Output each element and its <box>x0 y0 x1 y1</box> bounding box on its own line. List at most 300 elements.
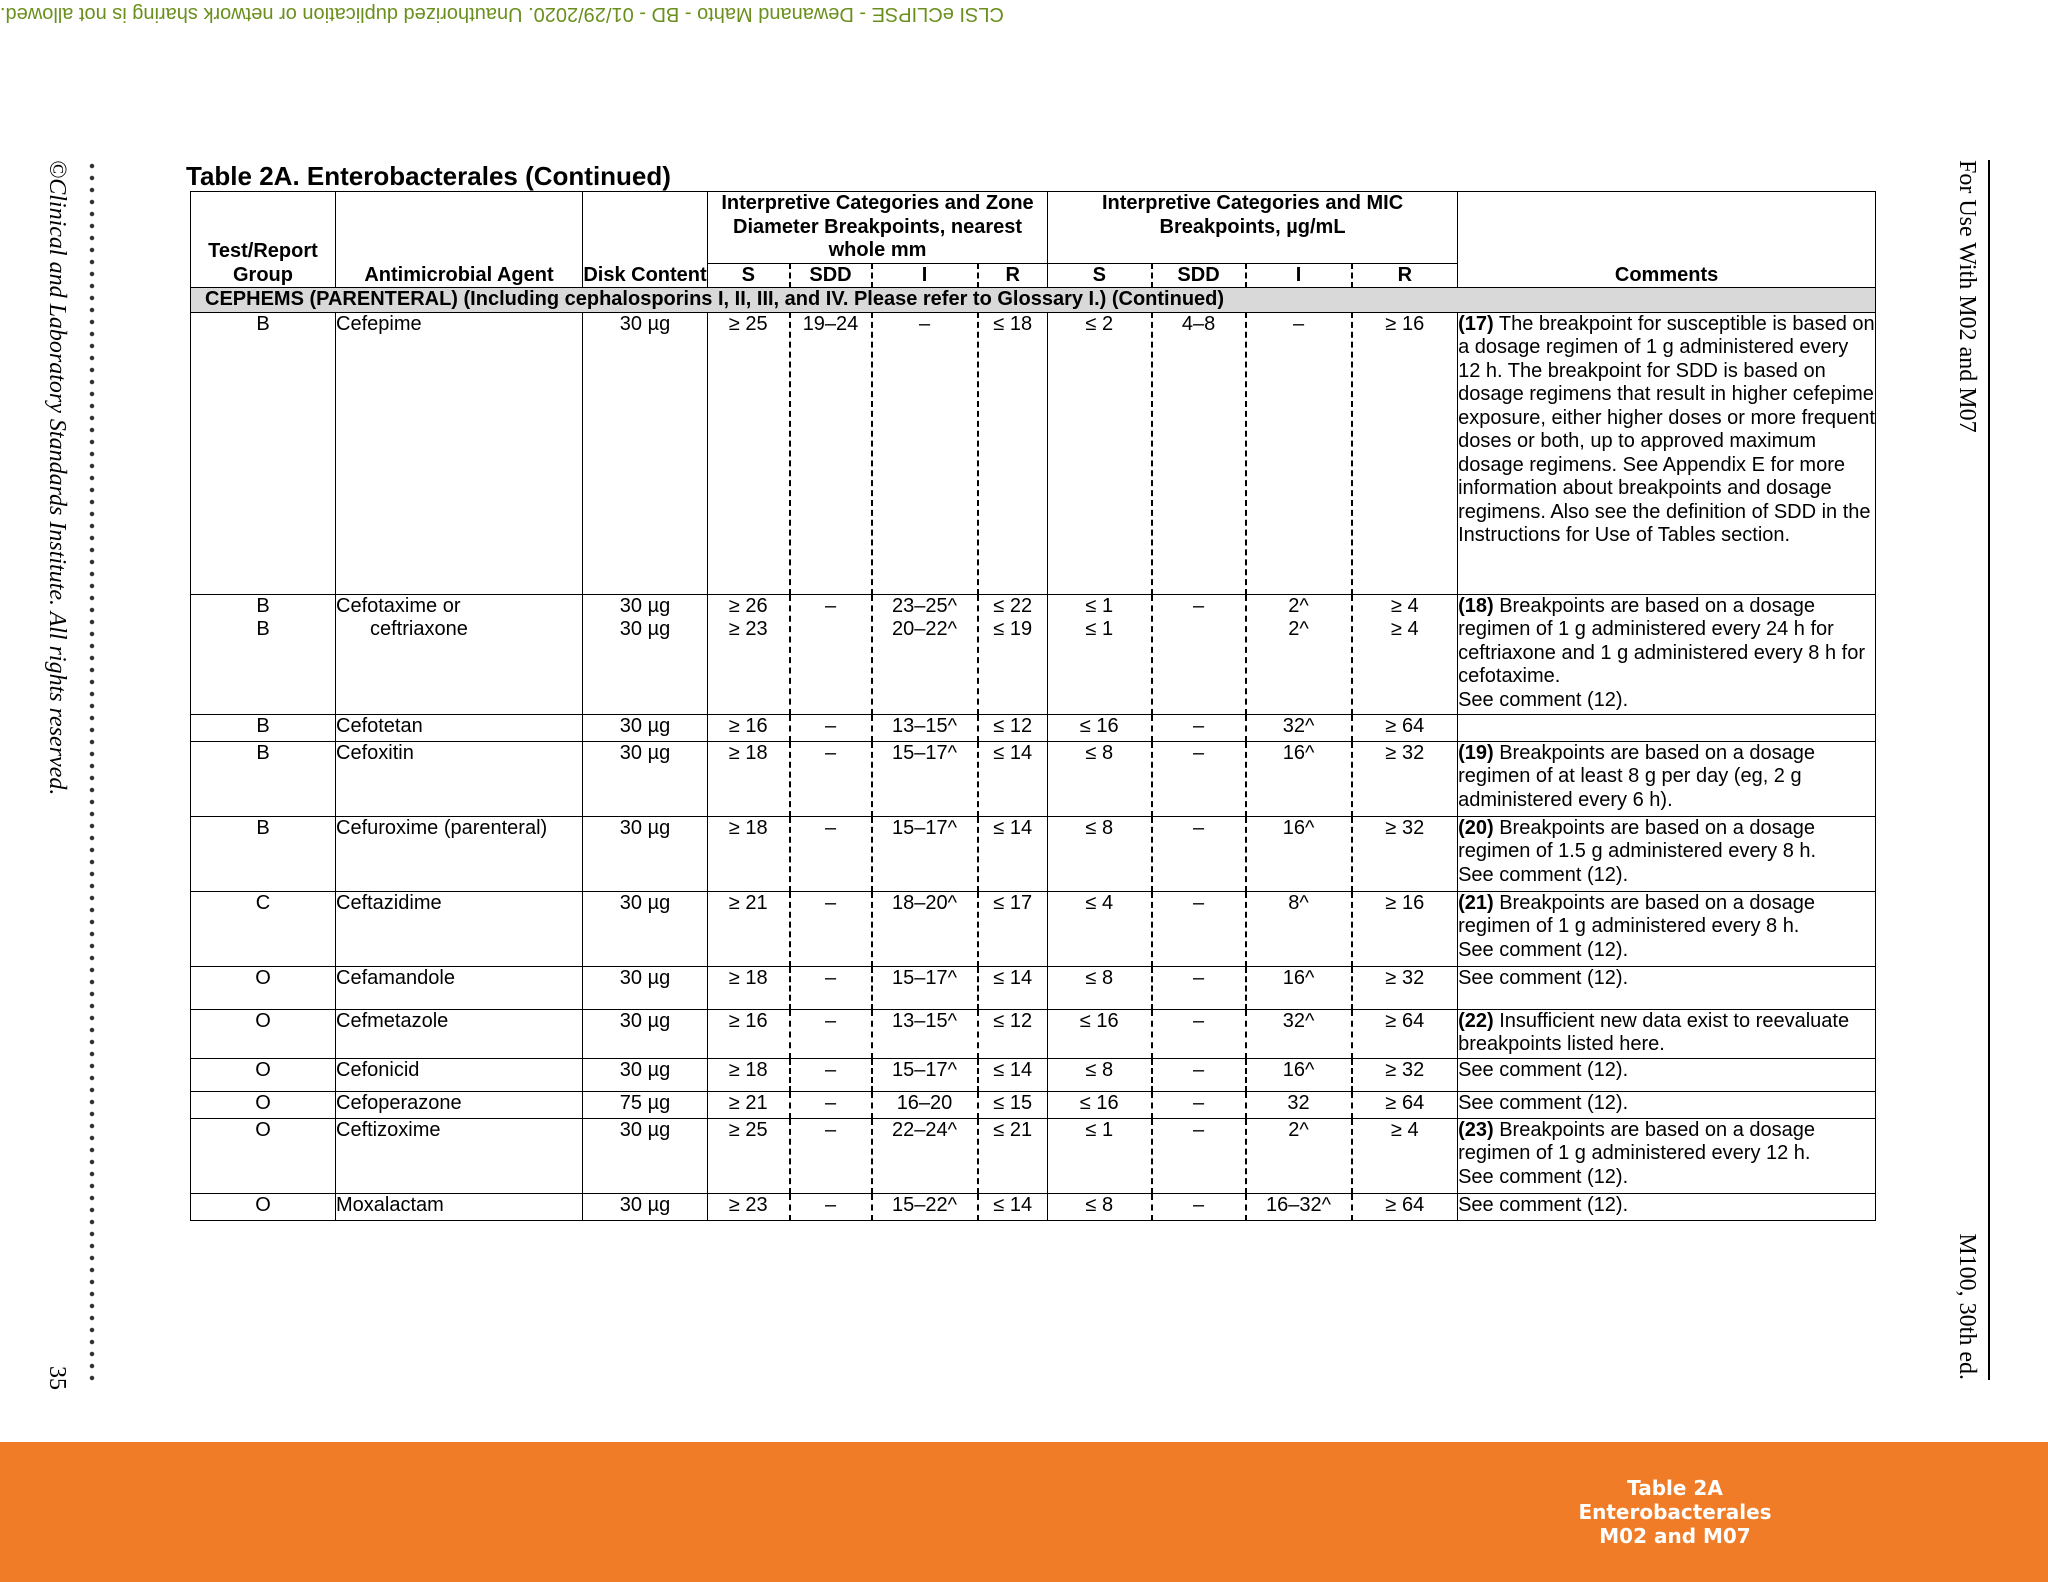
cell-value: 23–25^ <box>892 594 957 617</box>
cell-value: 30 µg <box>619 816 671 839</box>
cell-value: – <box>1192 1058 1205 1081</box>
cell-zs <box>708 714 790 741</box>
comment-text: Breakpoints are based on a dosage regimen of 1 g administered every 24 h for ceftriaxone and 1 g administered every 8 h for cefotaxime. <box>1458 594 1865 687</box>
cell-value: O <box>255 1058 271 1081</box>
cell-mi <box>1246 594 1352 714</box>
cell-comment <box>1458 1058 1876 1091</box>
cell-msdd <box>1152 741 1246 816</box>
cell-value: 16^ <box>1282 816 1315 839</box>
cell-mi <box>1246 966 1352 1009</box>
cell-value: 22–24^ <box>892 1118 957 1141</box>
cell-value: 30 µg <box>619 741 671 764</box>
copyright-notice: ©Clinical and Laboratory Standards Institute. All rights reserved. <box>44 160 70 796</box>
cell-value: C <box>255 891 271 914</box>
right-margin <box>1938 160 1990 1380</box>
cell-value: ≤ 8 <box>1085 966 1114 989</box>
cell-value: – <box>1192 741 1205 764</box>
cell-value: ≥ 21 <box>728 1091 768 1114</box>
cell-ms <box>1048 1091 1152 1118</box>
comment-number: (17) <box>1458 312 1494 335</box>
cell-value: B <box>256 741 270 764</box>
cell-zr <box>978 816 1048 891</box>
cell-value: ≤ 19 <box>993 618 1033 640</box>
cell-value: ≥ 32 <box>1385 816 1425 839</box>
cell-zi <box>872 891 978 966</box>
cell-value: Moxalactam <box>336 1193 444 1216</box>
cell-value: ≥ 32 <box>1385 966 1425 989</box>
cell-value: ≥ 4 <box>1390 1118 1419 1141</box>
table-row <box>191 714 1876 741</box>
cell-value: – <box>824 741 837 764</box>
cell-zr <box>978 714 1048 741</box>
cell-ms <box>1048 1118 1152 1193</box>
cell-zr <box>978 1091 1048 1118</box>
cell-zsdd <box>790 1058 872 1091</box>
cell-zs <box>708 1118 790 1193</box>
cell-value: – <box>824 594 837 617</box>
cell-value: ≤ 21 <box>993 1118 1033 1141</box>
table-title: Table 2A. Enterobacterales (Continued) <box>186 161 671 191</box>
cell-mr <box>1352 891 1458 966</box>
table-row <box>191 891 1876 966</box>
cell-mi <box>1246 891 1352 966</box>
cell-zr <box>978 891 1048 966</box>
cell-group <box>191 966 336 1009</box>
comment-text: See comment (12). <box>1458 1058 1629 1081</box>
cell-ms <box>1048 714 1152 741</box>
cell-disk <box>583 891 708 966</box>
cell-zsdd <box>790 714 872 741</box>
cell-group <box>191 714 336 741</box>
cell-zs <box>708 816 790 891</box>
cell-ms <box>1048 966 1152 1009</box>
cell-value: ≤ 14 <box>993 1193 1033 1216</box>
cell-msdd <box>1152 1193 1246 1220</box>
cell-value: Ceftazidime <box>336 891 442 914</box>
edition-label: M100, 30th ed. <box>1954 1233 1980 1380</box>
cell-agent <box>336 312 583 594</box>
cell-value: – <box>1192 714 1205 737</box>
dotted-margin-rule <box>86 160 98 1385</box>
cell-value: O <box>255 1091 271 1114</box>
cell-zs <box>708 312 790 594</box>
cell-zi <box>872 1091 978 1118</box>
page-number: 35 <box>44 1366 70 1390</box>
cell-group <box>191 1058 336 1091</box>
cell-agent <box>336 816 583 891</box>
comment-text: Breakpoints are based on a dosage regimen of at least 8 g per day (eg, 2 g administered every 6 h). <box>1458 741 1815 811</box>
cell-value: – <box>1192 816 1205 839</box>
cell-disk <box>583 1009 708 1058</box>
table-row <box>191 741 1876 816</box>
cell-disk <box>583 1058 708 1091</box>
cell-value: ≤ 8 <box>1085 816 1114 839</box>
cell-agent <box>336 1009 583 1058</box>
cell-mr <box>1352 1193 1458 1220</box>
cell-value: – <box>918 312 931 335</box>
cell-value: B <box>256 594 270 617</box>
cell-value: ≤ 12 <box>993 1009 1033 1032</box>
header-mic-i: I <box>1246 263 1352 288</box>
cell-zs <box>708 1091 790 1118</box>
cell-value: ≥ 16 <box>1385 891 1425 914</box>
cell-comment <box>1458 1118 1876 1193</box>
cell-zs <box>708 741 790 816</box>
cell-value: ≤ 14 <box>993 741 1033 764</box>
cell-value: 18–20^ <box>892 891 957 914</box>
cell-value: 16^ <box>1282 741 1315 764</box>
cell-mr <box>1352 741 1458 816</box>
cell-zi <box>872 741 978 816</box>
cell-value: – <box>824 1091 837 1114</box>
header-zone-sdd: SDD <box>790 263 872 288</box>
cell-value: 32^ <box>1282 714 1315 737</box>
cell-msdd <box>1152 1091 1246 1118</box>
footer-label <box>1570 1476 1780 1548</box>
cell-zs <box>708 966 790 1009</box>
cell-value: 75 µg <box>619 1091 671 1114</box>
cell-disk <box>583 714 708 741</box>
cell-zs <box>708 1193 790 1220</box>
cell-comment <box>1458 966 1876 1009</box>
cell-value: ≤ 17 <box>993 891 1033 914</box>
cell-value: 8^ <box>1288 891 1309 914</box>
cell-value: 4–8 <box>1181 312 1216 335</box>
cell-value: ≥ 18 <box>728 966 768 989</box>
cell-zr <box>978 1193 1048 1220</box>
cell-mi <box>1246 741 1352 816</box>
cell-value: – <box>1192 594 1205 617</box>
cell-value: ≥ 18 <box>728 741 768 764</box>
cell-zi <box>872 714 978 741</box>
cell-value: 16^ <box>1282 966 1315 989</box>
cell-value: ≤ 2 <box>1085 312 1114 335</box>
cell-agent <box>336 714 583 741</box>
cell-ms <box>1048 594 1152 714</box>
comment-number: (20) <box>1458 816 1494 839</box>
cell-agent <box>336 594 583 714</box>
cell-mi <box>1246 312 1352 594</box>
cell-ms <box>1048 1193 1152 1220</box>
cell-value: 2^ <box>1288 618 1309 640</box>
cell-value: ≤ 18 <box>993 312 1033 335</box>
cell-value: ≥ 16 <box>728 1009 768 1032</box>
table-row <box>191 1118 1876 1193</box>
cell-zi <box>872 816 978 891</box>
cell-group <box>191 891 336 966</box>
cell-value: 15–22^ <box>892 1193 957 1216</box>
cell-zsdd <box>790 966 872 1009</box>
cell-value: ≥ 18 <box>728 816 768 839</box>
cell-value: 2^ <box>1288 1118 1309 1141</box>
comment-text: Breakpoints are based on a dosage regimen of 1 g administered every 12 h. <box>1458 1118 1815 1164</box>
cell-value: 16–32^ <box>1266 1193 1332 1216</box>
table-row <box>191 594 1876 714</box>
cell-value: ≥ 4 <box>1390 594 1419 617</box>
cell-msdd <box>1152 966 1246 1009</box>
cell-group <box>191 594 336 714</box>
cell-value: O <box>255 1009 271 1032</box>
cell-value: 15–17^ <box>892 1058 957 1081</box>
cell-agent <box>336 741 583 816</box>
cell-mr <box>1352 1009 1458 1058</box>
cell-disk <box>583 312 708 594</box>
cell-zs <box>708 1058 790 1091</box>
cell-value: 16–20 <box>896 1091 953 1114</box>
cell-agent <box>336 1058 583 1091</box>
cell-zsdd <box>790 741 872 816</box>
header-zone-s: S <box>708 263 790 288</box>
cell-value: ≥ 25 <box>728 312 768 335</box>
cell-agent <box>336 966 583 1009</box>
header-disk: Disk Content <box>583 192 708 288</box>
cell-value: ≥ 25 <box>728 1118 768 1141</box>
header-comments: Comments <box>1458 192 1876 288</box>
header-zone-i: I <box>872 263 978 288</box>
footer-band <box>0 1442 2048 1582</box>
header-mic-sdd: SDD <box>1152 263 1246 288</box>
cell-value: Ceftizoxime <box>336 1118 441 1141</box>
cell-zr <box>978 1058 1048 1091</box>
cell-value: B <box>256 714 270 737</box>
cell-value: ≥ 64 <box>1385 1193 1425 1216</box>
cell-value: 30 µg <box>619 618 671 640</box>
cell-mr <box>1352 1091 1458 1118</box>
cell-msdd <box>1152 594 1246 714</box>
usage-note: For Use With M02 and M07 <box>1954 160 1980 433</box>
cell-value: – <box>1192 1193 1205 1216</box>
cell-value: O <box>255 966 271 989</box>
cell-value: ≥ 16 <box>728 714 768 737</box>
comment-number: (23) <box>1458 1118 1494 1141</box>
cell-value: – <box>824 1009 837 1032</box>
cell-comment <box>1458 816 1876 891</box>
cell-group <box>191 312 336 594</box>
cell-value: ≤ 16 <box>1079 714 1119 737</box>
cell-value: Cefamandole <box>336 966 455 989</box>
cell-disk <box>583 1193 708 1220</box>
table-row <box>191 1193 1876 1220</box>
cell-group <box>191 1091 336 1118</box>
cell-zi <box>872 1118 978 1193</box>
cell-value: ≤ 15 <box>993 1091 1033 1114</box>
cell-value: 32^ <box>1282 1009 1315 1032</box>
cell-value: 16^ <box>1282 1058 1315 1081</box>
cell-value: ≥ 64 <box>1385 1009 1425 1032</box>
comment-see-also: See comment (12). <box>1458 938 1629 961</box>
cell-agent <box>336 1193 583 1220</box>
cell-zi <box>872 594 978 714</box>
cell-mi <box>1246 1091 1352 1118</box>
table-row <box>191 816 1876 891</box>
cell-ms <box>1048 816 1152 891</box>
cell-mr <box>1352 816 1458 891</box>
cell-disk <box>583 1118 708 1193</box>
cell-value: – <box>1192 1091 1205 1114</box>
cell-msdd <box>1152 1009 1246 1058</box>
cell-msdd <box>1152 1058 1246 1091</box>
cell-value: – <box>1192 891 1205 914</box>
section-heading: CEPHEMS (PARENTERAL) (Including cephalosporins I, II, III, and IV. Please refer to Glossary I.) (Continued) <box>191 288 1876 313</box>
cell-zr <box>978 1118 1048 1193</box>
cell-zr <box>978 312 1048 594</box>
cell-msdd <box>1152 1118 1246 1193</box>
footer-table-id: Table 2A <box>1627 1476 1723 1500</box>
table-row <box>191 1009 1876 1058</box>
cell-value: ≥ 18 <box>728 1058 768 1081</box>
cell-ms <box>1048 1058 1152 1091</box>
header-mic: Interpretive Categories and MIC Breakpoints, µg/mL <box>1048 192 1458 264</box>
cell-value: ≥ 21 <box>728 891 768 914</box>
cell-mi <box>1246 1009 1352 1058</box>
cell-value: – <box>1192 1118 1205 1141</box>
cell-value: 30 µg <box>619 1009 671 1032</box>
cell-value: – <box>1292 312 1305 335</box>
cell-value: 30 µg <box>619 966 671 989</box>
comment-text: See comment (12). <box>1458 1091 1629 1114</box>
cell-disk <box>583 966 708 1009</box>
cell-disk <box>583 741 708 816</box>
cell-msdd <box>1152 312 1246 594</box>
cell-zs <box>708 1009 790 1058</box>
header-test-group: Test/Report Group <box>191 192 336 288</box>
cell-zs <box>708 891 790 966</box>
cell-value: Cefonicid <box>336 1058 420 1081</box>
cell-value: ceftriaxone <box>370 618 468 640</box>
cell-value: B <box>256 816 270 839</box>
cell-zsdd <box>790 1009 872 1058</box>
comment-number: (19) <box>1458 741 1494 764</box>
cell-value: 30 µg <box>619 594 671 617</box>
cell-value: 30 µg <box>619 1193 671 1216</box>
cell-value: ≤ 14 <box>993 966 1033 989</box>
cell-value: ≤ 1 <box>1085 618 1114 640</box>
cell-zsdd <box>790 312 872 594</box>
footer-organism: Enterobacterales <box>1578 1500 1772 1524</box>
header-agent: Antimicrobial Agent <box>336 192 583 288</box>
cell-mi <box>1246 816 1352 891</box>
cell-comment <box>1458 1091 1876 1118</box>
cell-value: Cefotaxime or <box>336 594 461 617</box>
cell-value: ≤ 8 <box>1085 1193 1114 1216</box>
cell-zi <box>872 312 978 594</box>
cell-value: Cefoxitin <box>336 741 414 764</box>
cell-ms <box>1048 741 1152 816</box>
cell-value: O <box>255 1118 271 1141</box>
cell-group <box>191 741 336 816</box>
cell-value: ≤ 16 <box>1079 1091 1119 1114</box>
cell-value: – <box>824 891 837 914</box>
cell-value: ≥ 4 <box>1390 618 1419 640</box>
cell-mr <box>1352 1118 1458 1193</box>
cell-value: ≥ 32 <box>1385 741 1425 764</box>
cell-value: ≥ 64 <box>1385 714 1425 737</box>
cell-zr <box>978 966 1048 1009</box>
cell-agent <box>336 891 583 966</box>
cell-value: 30 µg <box>619 714 671 737</box>
comment-see-also: See comment (12). <box>1458 863 1629 886</box>
comment-text: The breakpoint for susceptible is based on a dosage regimen of 1 g administered every 12 h. The breakpoint for SDD is based on dosage regimens that result in higher cefepime exposure, either higher doses or more frequent doses or both, up to approved maximum dosage regimens. See Appendix E for more information about breakpoints and dosage regimens. Also see the definition of SDD in the Instructions for Use of Tables section. <box>1458 312 1875 546</box>
cell-value: Cefepime <box>336 312 422 335</box>
comment-number: (21) <box>1458 891 1494 914</box>
cell-value: Cefotetan <box>336 714 423 737</box>
cell-mi <box>1246 714 1352 741</box>
cell-mr <box>1352 966 1458 1009</box>
header-mic-s: S <box>1048 263 1152 288</box>
cell-value: – <box>824 714 837 737</box>
comment-text: See comment (12). <box>1458 1193 1629 1216</box>
cell-value: ≥ 26 <box>728 594 768 617</box>
comment-text: Breakpoints are based on a dosage regimen of 1.5 g administered every 8 h. <box>1458 816 1817 862</box>
cell-mi <box>1246 1118 1352 1193</box>
cell-zsdd <box>790 1091 872 1118</box>
cell-value: ≥ 23 <box>728 618 768 640</box>
copyright-watermark: CLSI eCLIPSE - Dewanand Mahto - BD - 01/29/2020. Unauthorized duplication or network sharing is not allowed. <box>0 3 1004 25</box>
cell-value: ≤ 1 <box>1085 1118 1114 1141</box>
header-zone-r: R <box>978 263 1048 288</box>
cell-zsdd <box>790 1193 872 1220</box>
cell-zi <box>872 1193 978 1220</box>
cell-value: Cefuroxime (parenteral) <box>336 816 548 839</box>
cell-value: 32 <box>1287 1091 1310 1114</box>
cell-ms <box>1048 312 1152 594</box>
cell-group <box>191 1118 336 1193</box>
footer-methods: M02 and M07 <box>1599 1524 1751 1548</box>
cell-value: 30 µg <box>619 1058 671 1081</box>
cell-value: 30 µg <box>619 1118 671 1141</box>
cell-value: ≤ 22 <box>993 594 1033 617</box>
comment-text: See comment (12). <box>1458 966 1629 989</box>
cell-value: 15–17^ <box>892 816 957 839</box>
cell-group <box>191 1009 336 1058</box>
cell-value: 30 µg <box>619 312 671 335</box>
cell-value: O <box>255 1193 271 1216</box>
cell-value: Cefoperazone <box>336 1091 462 1114</box>
cell-value: ≤ 1 <box>1085 594 1114 617</box>
cell-value: 15–17^ <box>892 741 957 764</box>
cell-value: ≤ 4 <box>1085 891 1114 914</box>
cell-group <box>191 1193 336 1220</box>
cell-zr <box>978 1009 1048 1058</box>
breakpoint-table <box>190 191 1876 1221</box>
cell-value: ≤ 14 <box>993 1058 1033 1081</box>
cell-mr <box>1352 714 1458 741</box>
cell-value: – <box>824 1118 837 1141</box>
cell-mr <box>1352 1058 1458 1091</box>
cell-value: ≤ 14 <box>993 816 1033 839</box>
cell-value: 13–15^ <box>892 714 957 737</box>
comment-text: Breakpoints are based on a dosage regimen of 1 g administered every 8 h. <box>1458 891 1815 937</box>
cell-mi <box>1246 1058 1352 1091</box>
cell-agent <box>336 1118 583 1193</box>
cell-comment <box>1458 1009 1876 1058</box>
cell-zi <box>872 1058 978 1091</box>
cell-msdd <box>1152 816 1246 891</box>
cell-zr <box>978 741 1048 816</box>
cell-comment <box>1458 741 1876 816</box>
cell-mr <box>1352 312 1458 594</box>
cell-value: B <box>256 312 270 335</box>
comment-number: (22) <box>1458 1009 1494 1032</box>
comment-text: Insufficient new data exist to reevaluate breakpoints listed here. <box>1458 1009 1850 1055</box>
cell-value: ≤ 8 <box>1085 1058 1114 1081</box>
cell-zr <box>978 594 1048 714</box>
cell-group <box>191 816 336 891</box>
header-mic-r: R <box>1352 263 1458 288</box>
cell-value: ≤ 16 <box>1079 1009 1119 1032</box>
cell-value: B <box>256 618 270 640</box>
cell-value: ≤ 8 <box>1085 741 1114 764</box>
